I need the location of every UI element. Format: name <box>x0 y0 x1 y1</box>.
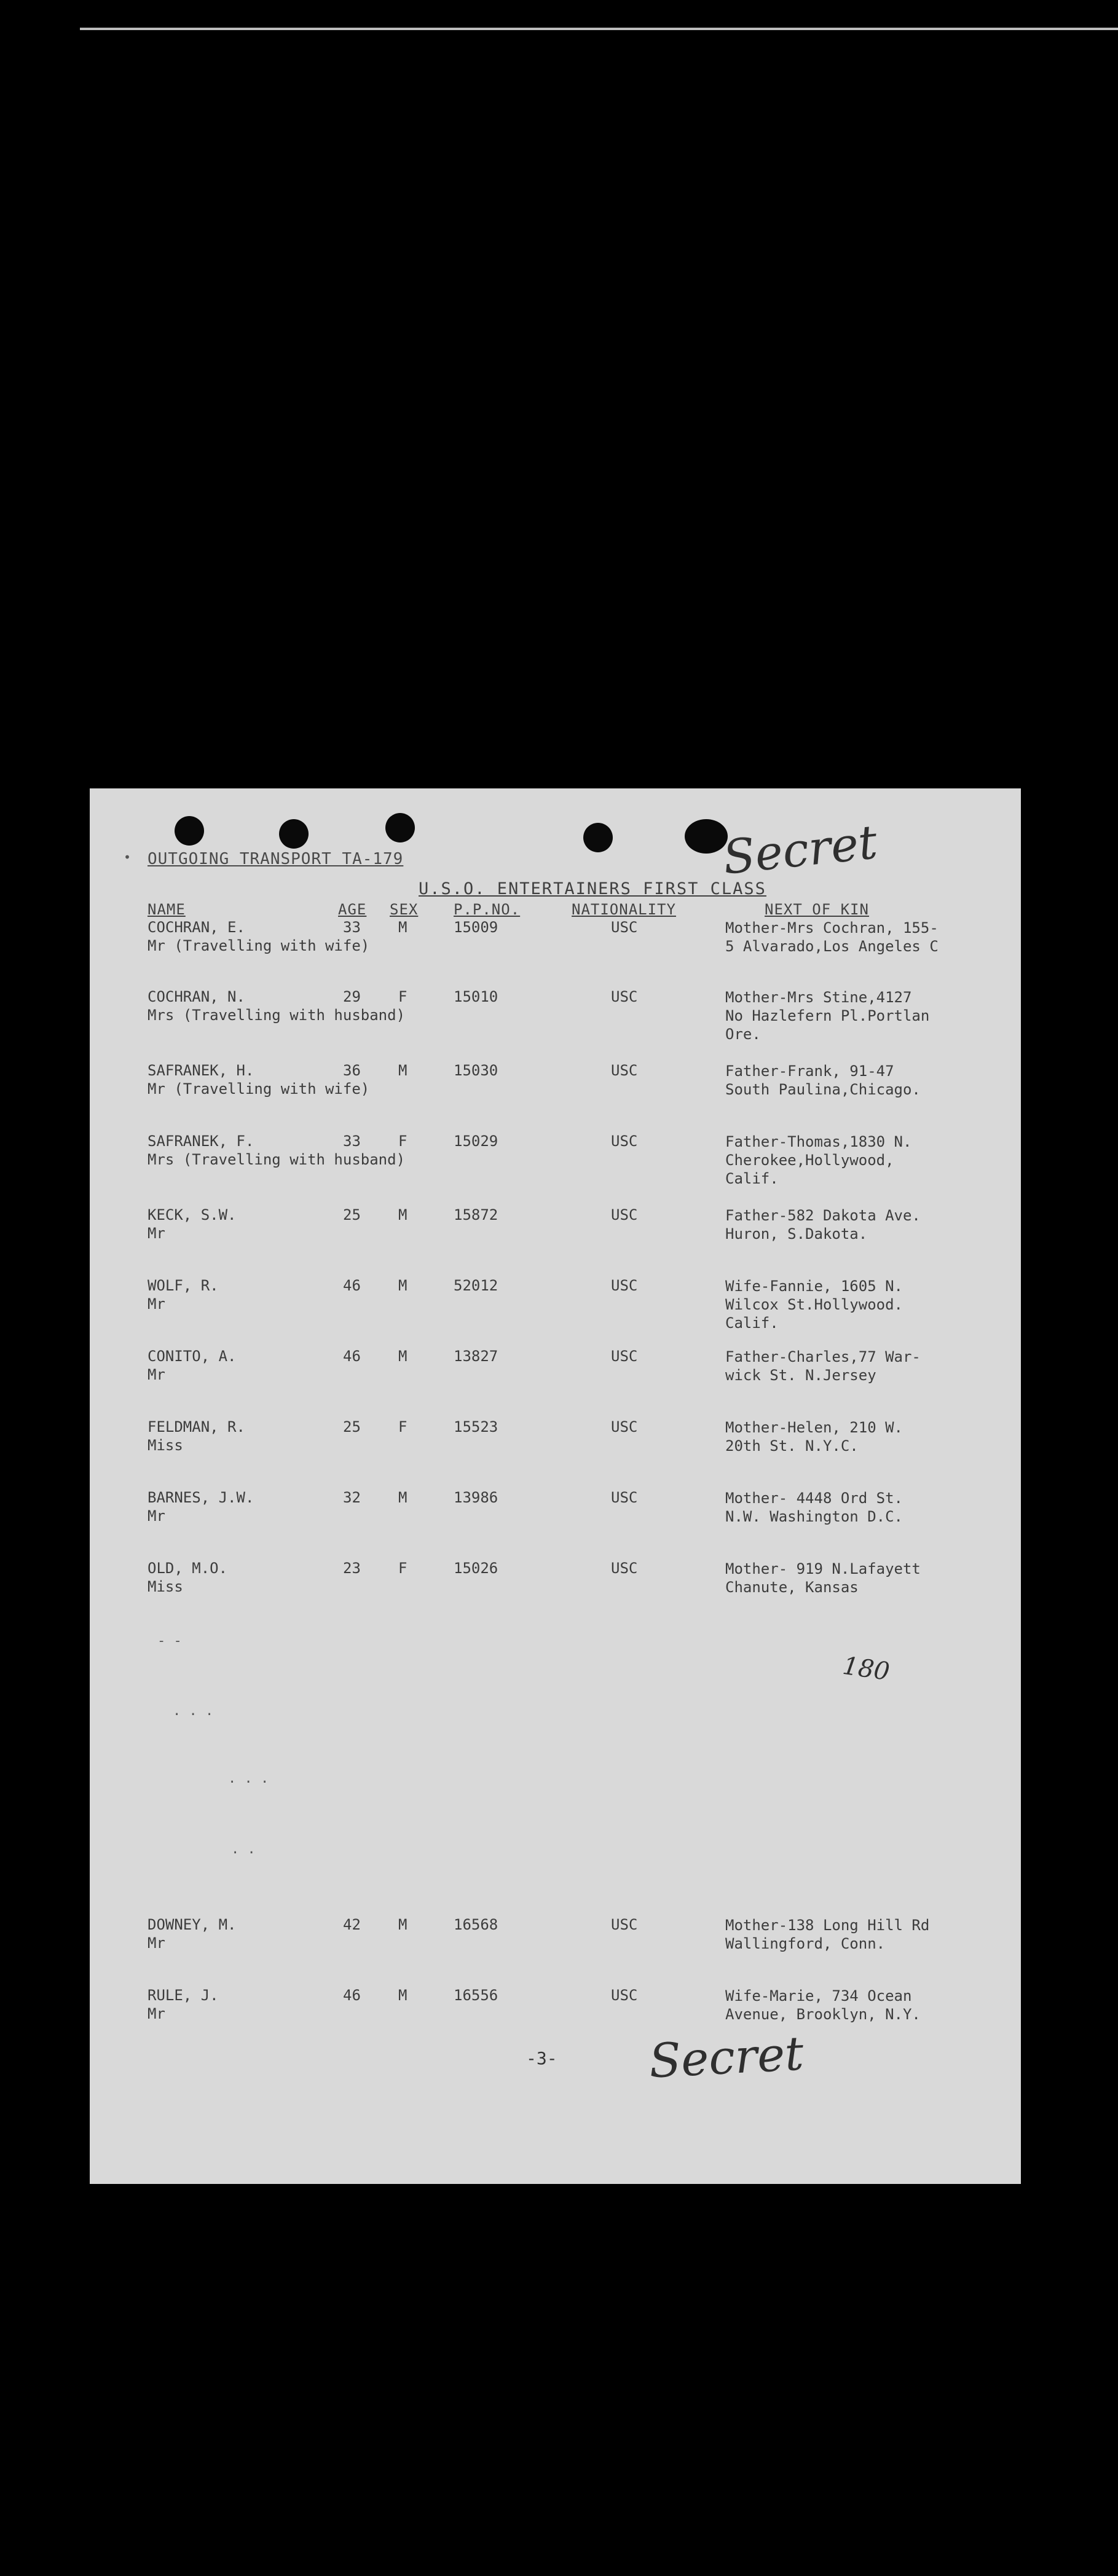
table-row <box>90 1916 1021 1971</box>
row-nationality: USC <box>611 1133 638 1150</box>
row-pp-no: 15872 <box>454 1206 498 1223</box>
row-pp-no: 15030 <box>454 1062 498 1079</box>
row-title: Mrs (Travelling with husband) <box>148 1007 406 1024</box>
section-title-text: U.S.O. ENTERTAINERS FIRST CLASS <box>419 879 766 898</box>
row-nationality: USC <box>611 1277 638 1294</box>
row-sex: M <box>398 1987 407 2004</box>
row-sex: M <box>398 1916 407 1933</box>
column-header-pp-no: P.P.NO. <box>454 901 521 918</box>
row-pp-no: 16568 <box>454 1916 498 1933</box>
row-next-of-kin: Wife-Fannie, 1605 N. Wilcox St.Hollywood. Calif. <box>725 1278 903 1332</box>
row-age: 33 <box>343 919 361 936</box>
row-name: SAFRANEK, F. <box>148 1133 254 1150</box>
column-header-nationality: NATIONALITY <box>572 901 676 918</box>
row-age: 25 <box>343 1418 361 1435</box>
row-title: Mrs (Travelling with husband) <box>148 1151 406 1168</box>
row-nationality: USC <box>611 1348 638 1365</box>
table-row <box>90 1560 1021 1615</box>
faint-marks: · · <box>231 1845 256 1861</box>
row-name: CONITO, A. <box>148 1348 237 1365</box>
row-title: Mr <box>148 1366 165 1383</box>
row-age: 29 <box>343 988 361 1005</box>
row-nationality: USC <box>611 919 638 936</box>
row-sex: M <box>398 1062 407 1079</box>
table-row <box>90 919 1021 974</box>
row-sex: F <box>398 1560 407 1577</box>
punch-hole <box>583 823 613 852</box>
row-sex: M <box>398 1489 407 1506</box>
column-header-next-of-kin: NEXT OF KIN <box>765 901 869 918</box>
row-next-of-kin: Mother-Helen, 210 W. 20th St. N.Y.C. <box>725 1419 903 1455</box>
row-next-of-kin: Mother-Mrs Stine,4127 No Hazlefern Pl.Portlan Ore. <box>725 989 930 1043</box>
row-name: DOWNEY, M. <box>148 1916 237 1933</box>
handwritten-secret-top: Secret <box>720 814 880 885</box>
table-row <box>90 1277 1021 1332</box>
row-name: KECK, S.W. <box>148 1206 237 1223</box>
faint-marks: - - <box>157 1633 182 1649</box>
table-row <box>90 1489 1021 1544</box>
row-next-of-kin: Mother- 919 N.Lafayett Chanute, Kansas <box>725 1560 921 1596</box>
row-sex: M <box>398 1206 407 1223</box>
document-page <box>90 788 1021 2184</box>
row-name: BARNES, J.W. <box>148 1489 254 1506</box>
column-header-sex: SEX <box>390 901 419 918</box>
row-nationality: USC <box>611 1062 638 1079</box>
row-nationality: USC <box>611 988 638 1005</box>
row-next-of-kin: Mother-138 Long Hill Rd Wallingford, Conn. <box>725 1917 930 1952</box>
table-row <box>90 988 1021 1043</box>
row-title: Mr <box>148 1225 165 1242</box>
row-nationality: USC <box>611 1560 638 1577</box>
row-sex: M <box>398 1348 407 1365</box>
table-row <box>90 1348 1021 1403</box>
row-title: Mr <box>148 2005 165 2022</box>
row-name: COCHRAN, N. <box>148 988 245 1005</box>
row-pp-no: 13827 <box>454 1348 498 1365</box>
page-number: -3- <box>526 2048 557 2068</box>
row-name: FELDMAN, R. <box>148 1418 245 1435</box>
row-name: COCHRAN, E. <box>148 919 245 936</box>
row-pp-no: 15010 <box>454 988 498 1005</box>
table-row <box>90 1418 1021 1474</box>
row-next-of-kin: Father-Charles,77 War- wick St. N.Jersey <box>725 1348 921 1384</box>
punch-hole <box>385 813 415 842</box>
row-title: Mr (Travelling with wife) <box>148 1080 370 1098</box>
column-header-name: NAME <box>148 901 186 918</box>
row-age: 36 <box>343 1062 361 1079</box>
row-age: 46 <box>343 1987 361 2004</box>
row-next-of-kin: Wife-Marie, 734 Ocean Avenue, Brooklyn, N.Y. <box>725 1987 921 2023</box>
row-name: SAFRANEK, H. <box>148 1062 254 1079</box>
row-pp-no: 15026 <box>454 1560 498 1577</box>
row-pp-no: 52012 <box>454 1277 498 1294</box>
punch-hole <box>279 819 309 849</box>
table-row <box>90 1062 1021 1117</box>
row-nationality: USC <box>611 1206 638 1223</box>
row-age: 23 <box>343 1560 361 1577</box>
row-title: Mr <box>148 1934 165 1952</box>
row-pp-no: 15009 <box>454 919 498 936</box>
row-next-of-kin: Mother- 4448 Ord St. N.W. Washington D.C. <box>725 1490 903 1525</box>
row-nationality: USC <box>611 1489 638 1506</box>
faint-marks: · · · <box>173 1707 214 1722</box>
row-sex: F <box>398 1133 407 1150</box>
punch-hole <box>175 816 204 846</box>
row-sex: F <box>398 1418 407 1435</box>
row-next-of-kin: Father-582 Dakota Ave. Huron, S.Dakota. <box>725 1207 921 1243</box>
faint-marks: · · · <box>228 1775 269 1790</box>
row-age: 46 <box>343 1277 361 1294</box>
row-name: WOLF, R. <box>148 1277 219 1294</box>
column-header-age: AGE <box>338 901 367 918</box>
table-row <box>90 1987 1021 2042</box>
row-name: RULE, J. <box>148 1987 219 2004</box>
film-edge-line <box>80 28 1118 30</box>
row-sex: M <box>398 919 407 936</box>
row-age: 25 <box>343 1206 361 1223</box>
row-age: 33 <box>343 1133 361 1150</box>
row-age: 42 <box>343 1916 361 1933</box>
row-next-of-kin: Father-Frank, 91-47 South Paulina,Chicago. <box>725 1062 921 1098</box>
row-next-of-kin: Father-Thomas,1830 N. Cherokee,Hollywood, Calif. <box>725 1133 912 1187</box>
row-name: OLD, M.O. <box>148 1560 228 1577</box>
handwritten-number: 180 <box>841 1651 892 1687</box>
row-nationality: USC <box>611 1418 638 1435</box>
row-title: Mr <box>148 1507 165 1525</box>
table-row <box>90 1206 1021 1262</box>
row-title: Mr (Travelling with wife) <box>148 937 370 954</box>
row-sex: F <box>398 988 407 1005</box>
row-pp-no: 15523 <box>454 1418 498 1435</box>
row-title: Miss <box>148 1578 183 1595</box>
row-nationality: USC <box>611 1987 638 2004</box>
row-pp-no: 16556 <box>454 1987 498 2004</box>
transport-header: OUTGOING TRANSPORT TA-179 <box>148 850 404 868</box>
row-age: 32 <box>343 1489 361 1506</box>
row-age: 46 <box>343 1348 361 1365</box>
handwritten-secret-bottom: Secret <box>647 2025 805 2089</box>
row-pp-no: 13986 <box>454 1489 498 1506</box>
row-nationality: USC <box>611 1916 638 1933</box>
row-title: Miss <box>148 1437 183 1454</box>
section-title <box>419 879 766 898</box>
row-next-of-kin: Mother-Mrs Cochran, 155- 5 Alvarado,Los Angeles C <box>725 919 939 955</box>
row-pp-no: 15029 <box>454 1133 498 1150</box>
row-sex: M <box>398 1277 407 1294</box>
margin-mark: • <box>124 850 132 865</box>
row-title: Mr <box>148 1295 165 1313</box>
table-row <box>90 1133 1021 1188</box>
